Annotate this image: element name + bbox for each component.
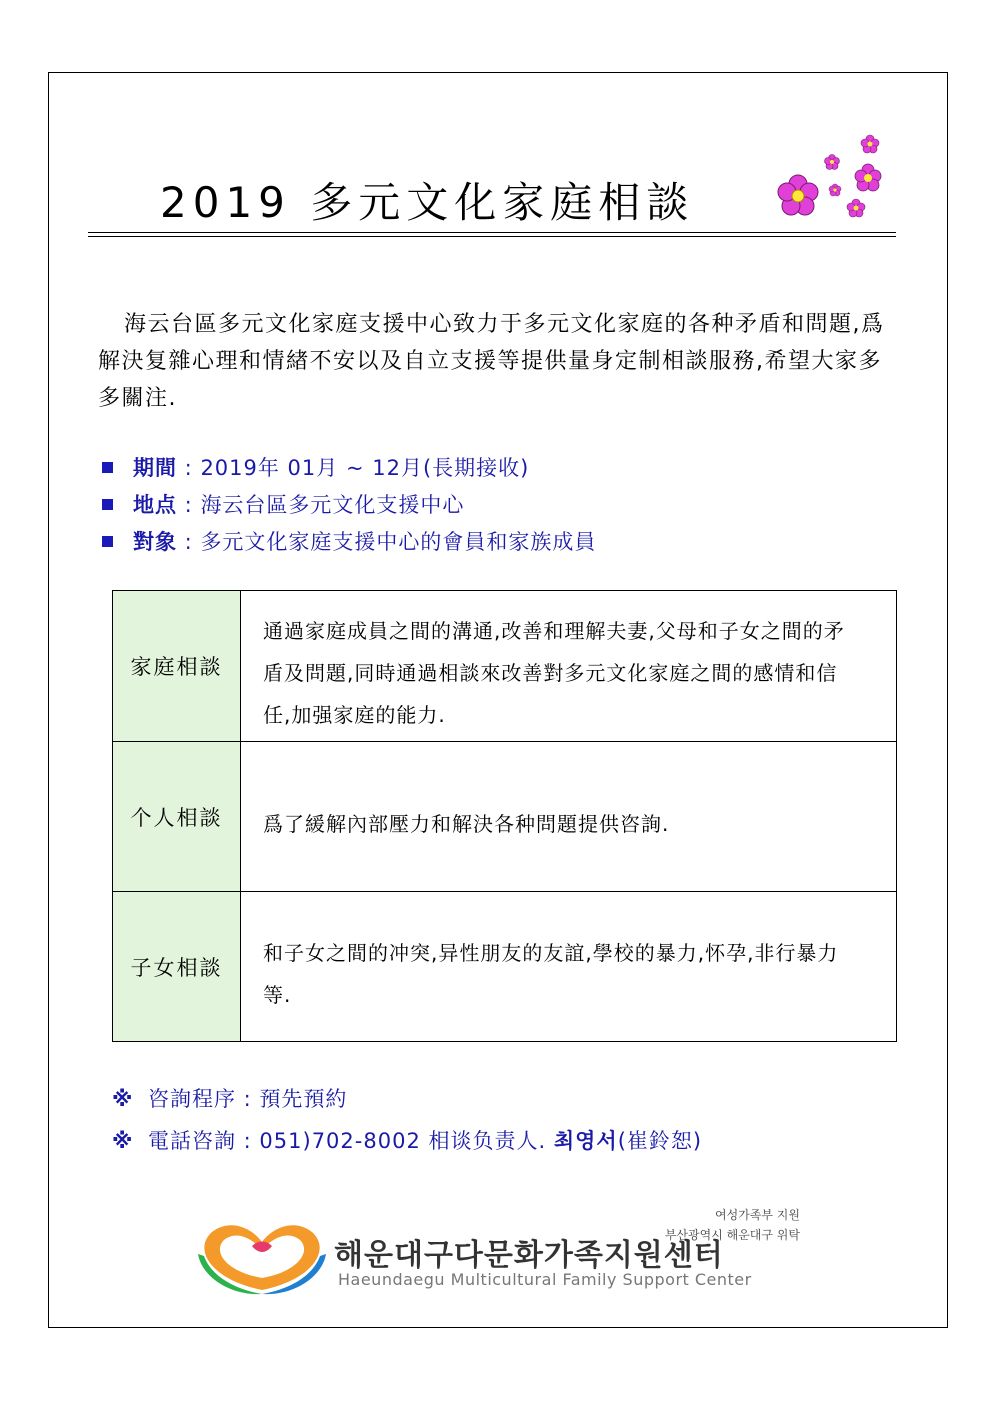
info-value: 2019年 01月 ~ 12月(長期接收) — [200, 456, 530, 480]
table-row-children — [113, 891, 896, 1041]
note-phone — [112, 1120, 912, 1162]
info-list — [102, 450, 902, 561]
intro-text: 海云台區多元文化家庭支援中心致力于多元文化家庭的各种矛盾和問題,爲解決复雜心理和情緖不安以及自立支援等提供量身定制相談服務,希望大家多多關注. — [98, 312, 885, 411]
flowers-decoration — [760, 128, 900, 228]
logo-support-line: 여성가족부 지원 — [715, 1208, 800, 1222]
row-body-text: 和子女之間的冲突,异性朋友的友誼,學校的暴力,怀孕,非行暴力等. — [263, 940, 839, 1007]
note-text: 電話咨詢 : 051)702-8002 相谈负责人. — [148, 1129, 554, 1153]
row-body — [241, 892, 896, 1041]
square-bullet-icon — [102, 499, 113, 510]
info-label: 對象 — [133, 530, 177, 554]
info-label: 期間 — [133, 456, 177, 480]
intro-paragraph — [98, 306, 898, 417]
title-rule-bottom — [88, 236, 896, 237]
square-bullet-icon — [102, 462, 113, 473]
info-separator: : — [177, 530, 201, 554]
page-title: 2019 多元文化家庭相談 — [160, 178, 695, 227]
counseling-table — [112, 590, 897, 1042]
logo-commission-line: 부산광역시 해운대구 위탁 — [664, 1228, 800, 1242]
info-target — [102, 524, 902, 561]
notes — [112, 1078, 912, 1162]
info-separator: : — [177, 456, 201, 480]
row-body-text: 通過家庭成員之間的溝通,改善和理解夫妻,父母和子女之間的矛盾及問題,同時通過相談來改善對多元文化家庭之間的感情和信任,加强家庭的能力. — [263, 619, 845, 727]
note-procedure — [112, 1078, 912, 1120]
note-text: 咨詢程序 : 預先預約 — [148, 1087, 348, 1111]
heart-logo-icon — [192, 1220, 332, 1298]
row-head: 子女相談 — [113, 892, 241, 1041]
info-value: 多元文化家庭支援中心的會員和家族成員 — [200, 530, 597, 554]
reference-mark-icon: ※ — [112, 1087, 134, 1111]
logo-english-name: Haeundaegu Multicultural Family Support Center — [338, 1270, 752, 1289]
table-row-family — [113, 591, 896, 741]
square-bullet-icon — [102, 536, 113, 547]
logo-korean-name: 해운대구다문화가족지원센터 — [334, 1238, 724, 1273]
row-body — [241, 742, 896, 891]
row-body-text: 爲了緩解內部壓力和解決各种問題提供咨詢. — [263, 811, 670, 836]
row-head: 个人相談 — [113, 742, 241, 891]
info-location — [102, 487, 902, 524]
row-body — [241, 591, 896, 741]
reference-mark-icon: ※ — [112, 1129, 134, 1153]
table-row-personal — [113, 741, 896, 891]
info-value: 海云台區多元文化支援中心 — [200, 493, 465, 517]
contact-name: 최영서 — [553, 1129, 618, 1153]
row-head: 家庭相談 — [113, 591, 241, 741]
title-rule-top — [88, 232, 896, 233]
info-period — [102, 450, 902, 487]
info-label: 地点 — [133, 493, 177, 517]
flower-icon — [778, 135, 881, 217]
center-logo — [192, 1200, 812, 1300]
contact-name-hanja: (崔鈴恕) — [617, 1129, 703, 1153]
info-separator: : — [177, 493, 201, 517]
